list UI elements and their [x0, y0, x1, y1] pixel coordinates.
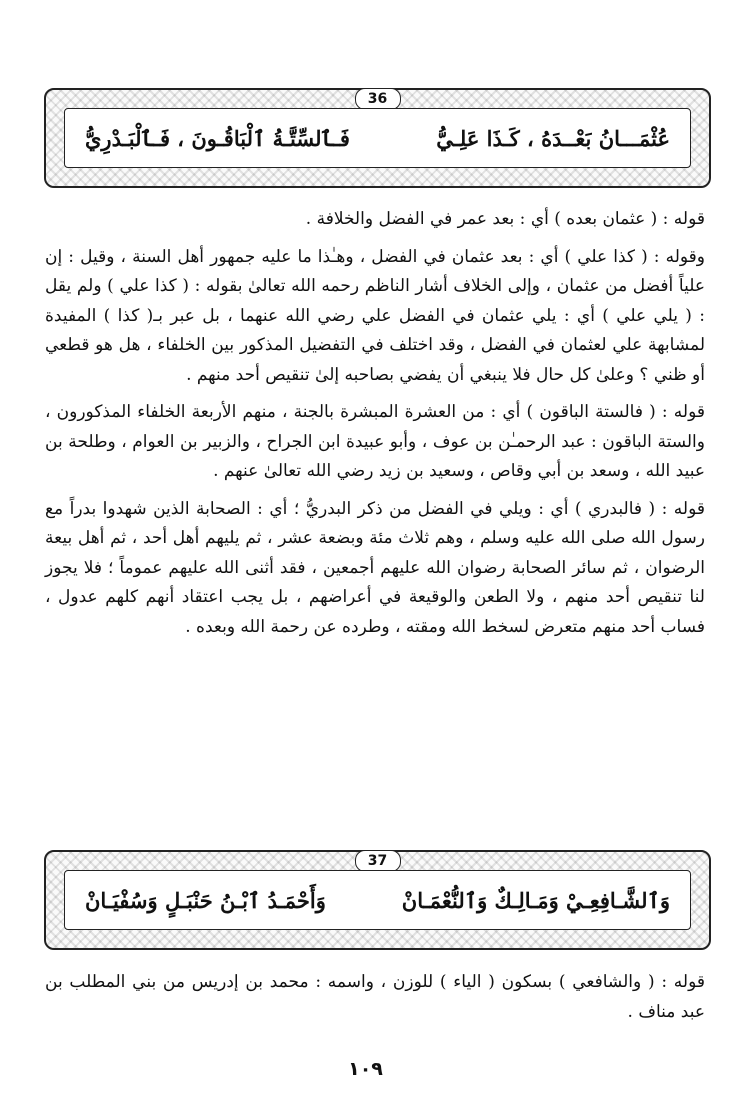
verse-frame-36 — [44, 88, 711, 188]
verse-frame-37 — [44, 850, 711, 950]
verse-number-badge: 36 — [355, 88, 401, 110]
verse-hemistich-left: فَـٱلسِّتَّـةُ ٱلْبَاقُـونَ ، فَـٱلْبَـدْرِيُّ — [85, 125, 350, 151]
commentary-paragraph: قوله : ( فالستة الباقون ) أي : من العشرة المبشرة بالجنة ، منهم الأربعة الخلفاء المذكورون ، والستة الباقون : عبد الرحمـٰن بن عوف ، وأبو عبيدة ابن الجراح ، والزبير بن العوام ، وطلحة بن عبيد الله ، وسعد بن أبي وقاص ، وسعيد بن زيد رضي الله تعالىٰ عنهم . — [45, 402, 705, 481]
commentary-paragraph: وقوله : ( كذا علي ) أي : بعد عثمان في الفضل ، وهـٰذا ما عليه جمهور أهل السنة ، وقيل : إن علياً أفضل من عثمان ، وإلى الخلاف أشار الناظم رحمه الله تعالىٰ بقوله : ( كذا علي ) ولم يقل : ( يلي علي ) أي : يلي عثمان في الفضل علي رضي الله عنهما ، بل عبر بـ( كذا ) المفيدة لمشابهة علي لعثمان في الفضل ، وقد اختلف في التفضيل المذكور بين الخلفاء ، هل هو قطعي أو ظني ؟ وعلىٰ كل حال فلا ينبغي أن يفضي بصاحبه إلىٰ تنقيص أحد منهم . — [45, 246, 705, 385]
verse-hemistich-left: وَأَحْمَـدُ ٱبْـنُ حَنْبَـلٍ وَسُفْيَـانْ — [85, 887, 326, 913]
commentary-section-2 — [45, 968, 705, 1027]
verse-inner-box — [64, 870, 691, 930]
verse-hemistich-right: عُثْمَـــانُ بَعْــدَهُ ، كَـذَا عَلِـيُّ — [436, 125, 670, 151]
verse-hemistich-right: وَٱلشَّـافِعِـيْ وَمَـالِـكٌ وَٱلنُّعْمَـانْ — [401, 887, 670, 913]
commentary-section-1 — [45, 205, 705, 642]
verse-number-badge: 37 — [355, 850, 401, 872]
commentary-paragraph: قوله : ( عثمان بعده ) أي : بعد عمر في الفضل والخلافة . — [305, 209, 705, 229]
commentary-paragraph: قوله : ( فالبدري ) أي : ويلي في الفضل من ذكر البدريُّ ؛ أي : الصحابة الذين شهدوا بدراً مع رسول الله صلى الله عليه وسلم ، وهم ثلاث مئة وبضعة عشر ، ثم يليهم أهل أحد ، ثم أهل بيعة الرضوان ، ثم سائر الصحابة رضوان الله عليهم أجمعين ، فقد أثنى الله عليهم عموماً ؛ فلا يجوز لنا تنقيص أحد منهم ، ولا الطعن والوقيعة في أعراضهم ، بل يجب اعتقاد أنهم كلهم عدول ، فساب أحد منهم متعرض لسخط الله ومقته ، وطرده عن رحمة الله وبعده . — [45, 498, 705, 637]
commentary-paragraph: قوله : ( والشافعي ) بسكون ( الياء ) للوزن ، واسمه : محمد بن إدريس من بني المطلب بن عبد مناف . — [45, 972, 705, 1022]
page-number: ١٠٩ — [348, 1058, 383, 1080]
verse-inner-box — [64, 108, 691, 168]
